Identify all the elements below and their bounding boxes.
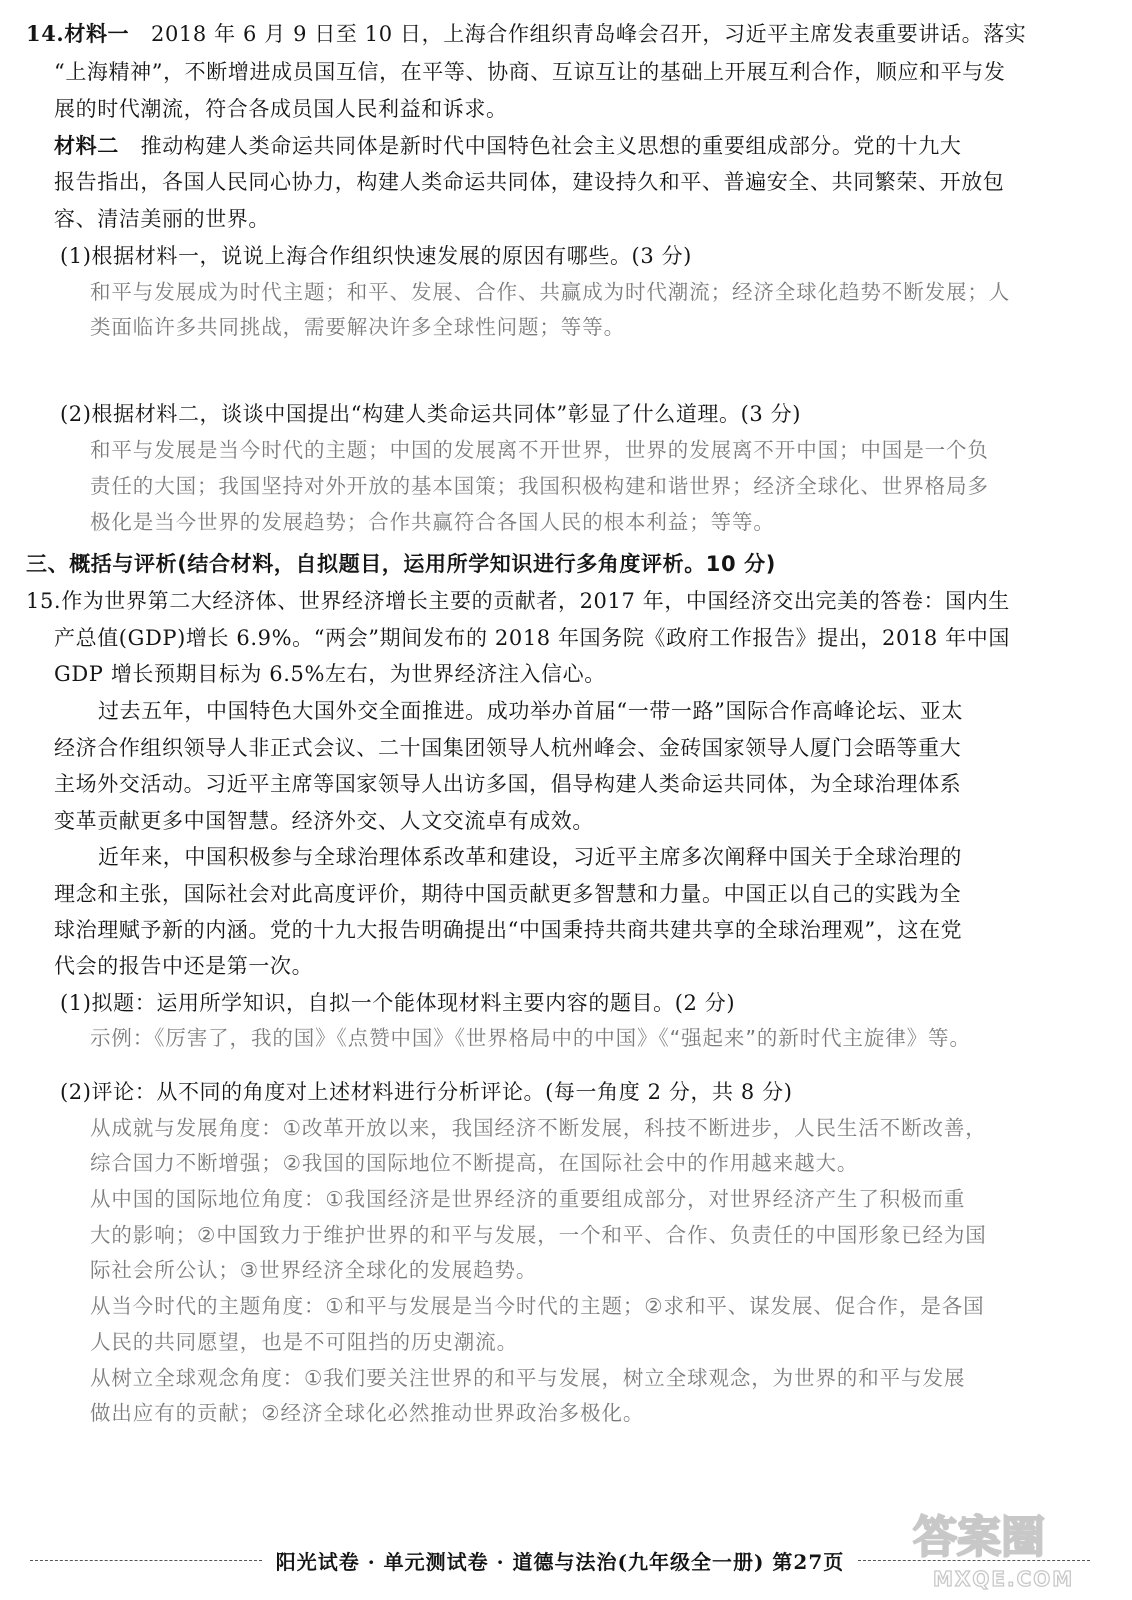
q14-material2-line3: 容、清洁美丽的世界。 [54,207,270,231]
q14-material1-line1 [26,20,1026,48]
q14-sub1-answer-line1: 和平与发展成为时代主题；和平、发展、合作、共赢成为时代潮流；经济全球化趋势不断发展；人 [90,280,1011,304]
q15-line3: GDP 增长预期目标为 6.5%左右，为世界经济注入信心。 [54,662,606,686]
material2-label: 材料二 [54,133,119,158]
q15-line4: 过去五年，中国特色大国外交全面推进。成功举办首届“一带一路”国际合作高峰论坛、亚太 [98,699,964,723]
section3-heading: 三、概括与评析(结合材料，自拟题目，运用所学知识进行多角度评析。10 分) [26,552,776,576]
q15-sub2-answer-line4: 大的影响；②中国致力于维护世界的和平与发展，一个和平、合作、负责任的中国形象已经为国 [90,1223,987,1247]
q15-sub2-answer-line1: 从成就与发展角度：①改革开放以来，我国经济不断发展，科技不断进步，人民生活不断改善， [90,1116,987,1140]
q15-line8: 近年来，中国积极参与全球治理体系改革和建设，习近平主席多次阐释中国关于全球治理的 [98,845,962,869]
q14-number: 14. [26,21,65,46]
q15-sub2-answer-line6: 从当今时代的主题角度：①和平与发展是当今时代的主题；②求和平、谋发展、促合作，是各国 [90,1294,985,1318]
q15-line2: 产总值(GDP)增长 6.9%。“两会”期间发布的 2018 年国务院《政府工作报告》提出，2018 年中国 [54,626,1010,650]
q15-sub2-answer-line5: 际社会所公认；③世界经济全球化的发展趋势。 [90,1258,538,1282]
q14-sub2-answer-line1: 和平与发展是当今时代的主题；中国的发展离不开世界，世界的发展离不开中国；中国是一个负 [90,438,989,462]
watermark-logo [905,1500,1115,1595]
material2-text: 推动构建人类命运共同体是新时代中国特色社会主义思想的重要组成部分。党的十九大 [140,134,962,158]
q14-material1-line3: 展的时代潮流，符合各成员国人民利益和诉求。 [54,97,508,121]
q15-line9: 理念和主张，国际社会对此高度评价，期待中国贡献更多智慧和力量。中国正以自己的实践为全 [54,882,962,906]
q14-sub2-answer-line3: 极化是当今世界的发展趋势；合作共赢符合各国人民的根本利益；等等。 [90,510,775,534]
watermark-top-text: 答案圈 [913,1512,1045,1563]
watermark-bottom-text: MXQE.COM [933,1567,1075,1591]
q15-sub2-answer-line8: 从树立全球观念角度：①我们要关注世界的和平与发展，树立全球观念，为世界的和平与发展 [90,1366,966,1390]
q14-sub1-answer-line2: 类面临许多共同挑战，需要解决许多全球性问题；等等。 [90,315,625,339]
q15-line10: 球治理赋予新的内涵。党的十九大报告明确提出“中国秉持共商共建共享的全球治理观”，这在党 [54,918,963,942]
q15-sub2-question: (2)评论：从不同的角度对上述材料进行分析评论。(每一角度 2 分，共 8 分) [60,1080,793,1104]
q15-line7: 变革贡献更多中国智慧。经济外交、人文交流卓有成效。 [54,809,594,833]
footer-text: 阳光试卷 · 单元测试卷 · 道德与法治(九年级全一册) 第27页 [275,1549,845,1574]
q15-line6: 主场外交活动。习近平主席等国家领导人出访多国，倡导构建人类命运共同体，为全球治理体系 [54,772,962,796]
q14-sub2-answer-line2: 责任的大国；我国坚持对外开放的基本国策；我国积极构建和谐世界；经济全球化、世界格局多 [90,474,989,498]
q15-sub2-answer-line3: 从中国的国际地位角度：①我国经济是世界经济的重要组成部分，对世界经济产生了积极而重 [90,1187,966,1211]
q15-sub1-answer: 示例：《厉害了，我的国》《点赞中国》《世界格局中的中国》《“强起来”的新时代主旋律》等。 [90,1026,971,1050]
q14-sub1-question: (1)根据材料一，说说上海合作组织快速发展的原因有哪些。(3 分) [60,244,692,268]
q14-material1-line2: “上海精神”，不断增进成员国互信，在平等、协商、互谅互让的基础上开展互利合作，顺应和平与发 [54,60,1006,84]
watermark-graphic [905,1500,1115,1595]
q15-sub1-question: (1)拟题：运用所学知识，自拟一个能体现材料主要内容的题目。(2 分) [60,991,736,1015]
q15-sub2-answer-line9: 做出应有的贡献；②经济全球化必然推动世界政治多极化。 [90,1401,645,1425]
q14-sub2-question: (2)根据材料二，谈谈中国提出“构建人类命运共同体”彰显了什么道理。(3 分) [60,402,802,426]
footer-divider-left [30,1560,262,1561]
q15-sub2-answer-line7: 人民的共同愿望，也是不可阻挡的历史潮流。 [90,1330,518,1354]
q15-sub2-answer-line2: 综合国力不断增强；②我国的国际地位不断提高，在国际社会中的作用越来越大。 [90,1151,859,1175]
material1-text: 2018 年 6 月 9 日至 10 日，上海合作组织青岛峰会召开，习近平主席发表重要讲话。落实 [150,22,1027,46]
q15-line1: 15.作为世界第二大经济体、世界经济增长主要的贡献者，2017 年，中国经济交出完美的答卷：国内生 [26,589,1010,613]
q15-line11: 代会的报告中还是第一次。 [54,954,314,978]
material1-label: 材料一 [64,21,130,46]
q14-material2-line2: 报告指出，各国人民同心协力，构建人类命运共同体，建设持久和平、普遍安全、共同繁荣、开放包 [54,170,1005,194]
q14-material2-line1 [54,132,961,160]
q15-line5: 经济合作组织领导人非正式会议、二十国集团领导人杭州峰会、金砖国家领导人厦门会晤等重大 [54,736,962,760]
